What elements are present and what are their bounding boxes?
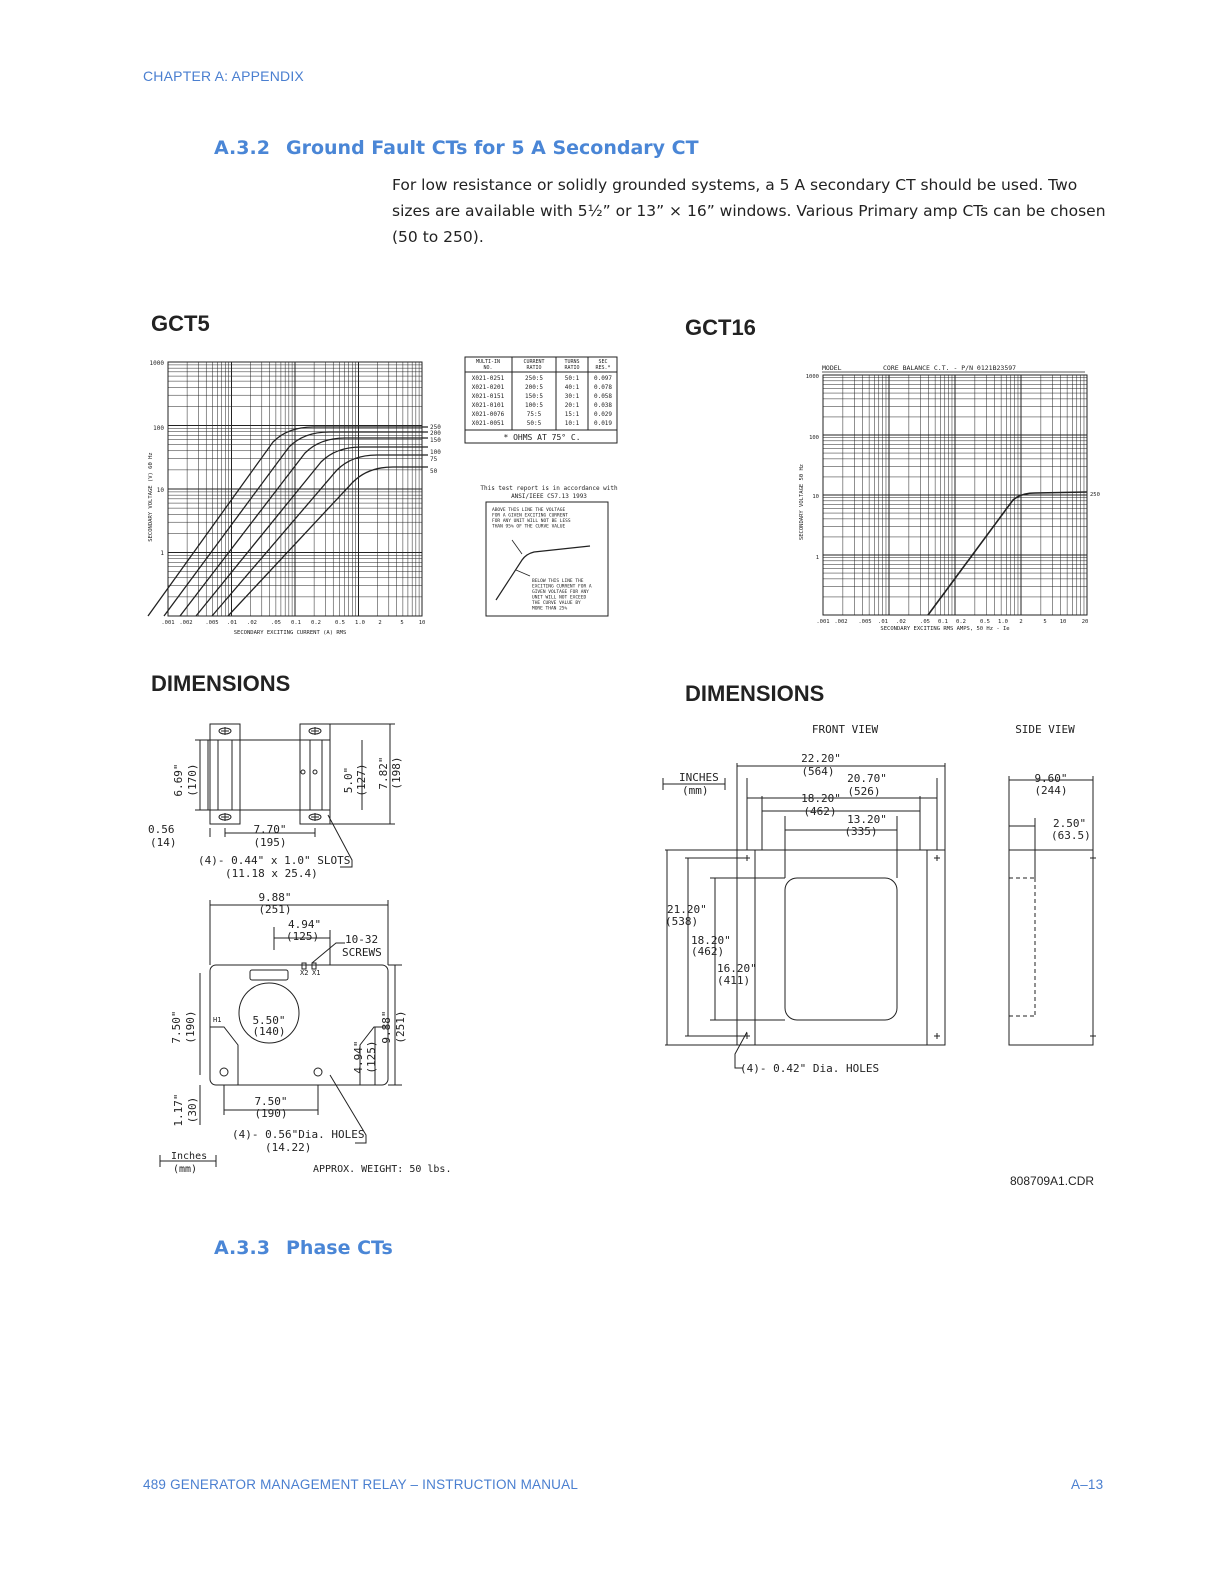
gct16-chart-model: MODEL [822, 364, 842, 372]
test-note-below-text [532, 578, 592, 612]
gct16-chart-title: CORE BALANCE C.T. - P/N 0121B23597 [883, 364, 1017, 372]
gct16-xtick: 10 [1059, 619, 1067, 625]
footer-page-number: A–13 [1071, 1477, 1104, 1492]
gct5-dim-side: 7.50" [170, 1010, 183, 1044]
gct5-dim-w2mm: (195) [253, 836, 287, 849]
test-note-below-line: UNIT WILL NOT EXCEED [532, 595, 587, 601]
gct5-xtick: .02 [247, 620, 257, 626]
gct16-dim-s1: 9.60" [1034, 772, 1068, 785]
gct5-dim-holes: (4)- 0.56"Dia. HOLES [232, 1128, 365, 1141]
gct5-chart-grid [168, 362, 422, 616]
gct16-xtick: .005 [858, 619, 872, 625]
gct5-xtick: 0.2 [311, 620, 321, 626]
gct5-table-header: MULTI-IN [475, 359, 501, 365]
gct5-table-header: TURNS [564, 359, 580, 365]
test-note-above-line: ABOVE THIS LINE THE VOLTAGE [492, 508, 566, 513]
gct16-xtick: .001 [816, 619, 830, 625]
gct16-dim-s2mm: (63.5) [1051, 829, 1091, 842]
gct5-excitation-chart [140, 352, 455, 642]
gct5-xlabel: SECONDARY EXCITING CURRENT (A) RMS [233, 630, 347, 636]
gct16-dim-h1mm: (538) [665, 915, 699, 928]
gct5-table-cell: 0.038 [593, 402, 613, 409]
gct16-dim-w3: 18.20" [801, 792, 841, 805]
section-a33-number: A.3.3 [214, 1237, 270, 1259]
gct5-ct-table [464, 356, 620, 446]
gct16-dimensions-label: DIMENSIONS [685, 681, 825, 706]
gct5-table-cell: 0.029 [593, 411, 613, 418]
gct16-xtick: 20 [1081, 619, 1089, 625]
gct5-table-cell: 50:5 [526, 420, 542, 427]
gct5-xtick: 1.0 [355, 620, 365, 626]
gct5-dim-w1mm: (14) [150, 836, 177, 849]
test-note-below-line: EXCITING CURRENT FOR A [532, 584, 592, 590]
gct5-table-cells [472, 359, 613, 427]
gct16-dim-w4: 13.20" [847, 813, 887, 826]
gct5-dim-half: 4.94" [288, 918, 322, 931]
gct5-curve-label: 150 [430, 437, 441, 444]
gct16-dim-h3mm: (411) [717, 974, 751, 987]
gct16-dim-h3: 16.20" [717, 962, 757, 975]
gct5-xtick: .005 [205, 620, 219, 626]
gct5-curve [212, 455, 428, 616]
gct5-ytick-10: 10 [156, 487, 164, 494]
gct5-table-cell: 200:5 [524, 384, 544, 391]
gct5-dim-heightmm: (251) [394, 1010, 407, 1044]
gct5-x-ticks [161, 620, 425, 626]
test-note-line1: This test report is in accordance with [480, 485, 618, 492]
figure-reference: 808709A1.CDR [1010, 1174, 1095, 1188]
gct5-table-header: SEC [598, 359, 608, 365]
section-a32-body: For low resistance or solidly grounded systems, a 5 A secondary CT should be used. Two sizes are available with 5½” or 13” × 16” windows. Various Primary amp CTs can be chosen (50 to 250). [392, 176, 1106, 246]
gct16-dim-holes: (4)- 0.42" Dia. HOLES [740, 1062, 880, 1075]
gct16-ytick-1: 1 [815, 555, 819, 561]
gct5-dim-h3: 7.82" [377, 756, 390, 790]
gct5-dim-bwmm: (251) [258, 903, 292, 916]
gct5-table-cell: 40:1 [564, 384, 580, 391]
gct16-dim-w1mm: (564) [801, 765, 835, 778]
gct5-mark-x2: X2 [300, 969, 309, 977]
gct5-table-cell: X021-0101 [471, 402, 505, 409]
gct5-curve [196, 447, 428, 616]
gct5-ytick-1: 1 [160, 550, 164, 557]
gct5-dimensions-drawing [140, 715, 460, 1185]
gct5-dim-slots: (4)- 0.44" x 1.0" SLOTS [198, 854, 351, 867]
gct5-table-header: RATIO [526, 365, 542, 371]
gct16-dim-w2: 20.70" [847, 772, 887, 785]
gct16-xtick: 0.1 [938, 619, 948, 625]
gct5-dim-vhalf: 4.94" [352, 1040, 365, 1074]
gct16-ylabel: SECONDARY VOLTAGE 50 Hz [799, 463, 805, 541]
section-a32-title: Ground Fault CTs for 5 A Secondary CT [286, 137, 699, 159]
gct16-curve-label: 250 [1090, 492, 1100, 498]
gct5-dim-bottom: 7.50" [254, 1095, 288, 1108]
gct5-dim-foot: 1.17" [172, 1093, 185, 1127]
gct5-table-cell: 75:5 [526, 411, 542, 418]
gct5-table-cell: X021-0051 [471, 420, 505, 427]
gct16-dim-w1: 22.20" [801, 752, 841, 765]
gct5-mark-h1: H1 [213, 1016, 222, 1024]
gct5-table-cell: 250:5 [524, 375, 544, 382]
gct5-test-note [478, 482, 620, 622]
gct16-xlabel: SECONDARY EXCITING RMS AMPS, 50 Hz - Ie [880, 626, 1010, 632]
section-a32-number: A.3.2 [214, 137, 270, 159]
gct5-table-footnote: * OHMS AT 75° C. [503, 433, 581, 442]
gct16-xtick: .05 [920, 619, 930, 625]
gct16-xtick: 5 [1043, 619, 1047, 625]
gct5-curve-label: 75 [430, 456, 438, 463]
gct16-dim-h1: 21.20" [667, 903, 707, 916]
gct16-x-ticks [816, 619, 1088, 625]
gct16-xtick: 1.0 [998, 619, 1008, 625]
test-note-above-text [492, 507, 571, 530]
gct5-ytick-1000: 1000 [149, 360, 164, 367]
gct5-dim-vhalfmm: (125) [365, 1040, 378, 1074]
gct5-table-cell: 15:1 [564, 411, 580, 418]
test-note-line2: ANSI/IEEE C57.13 1993 [511, 493, 587, 500]
test-note-above-line: THAN 95% OF THE CURVE VALUE [492, 524, 566, 530]
gct5-mark-x1: X1 [312, 969, 321, 977]
gct5-weight: APPROX. WEIGHT: 50 lbs. [313, 1164, 452, 1175]
gct16-units-inches: INCHES [679, 771, 719, 784]
gct5-table-cell: 0.019 [593, 420, 613, 427]
gct5-table-cell: 150:5 [524, 393, 544, 400]
gct16-dim-s2: 2.50" [1053, 817, 1087, 830]
gct5-dim-screws2: SCREWS [342, 946, 382, 959]
gct5-xtick: .01 [227, 620, 237, 626]
gct5-table-cell: 0.097 [593, 375, 613, 382]
gct5-dim-h1mm: (170) [186, 763, 199, 797]
gct5-table-header: NO. [483, 365, 493, 371]
gct5-dim-h2mm: (127) [355, 763, 368, 797]
gct16-xtick: 0.2 [956, 619, 966, 625]
gct5-xtick: .05 [271, 620, 281, 626]
gct5-curve-labels [430, 424, 441, 475]
section-a33-title: Phase CTs [286, 1237, 393, 1259]
gct5-table-cell: 10:1 [564, 420, 580, 427]
gct16-dim-h2: 18.20" [691, 934, 731, 947]
gct16-ytick-1000: 1000 [805, 374, 819, 380]
gct5-dim-height: 9.88" [380, 1010, 393, 1044]
gct5-dim-h2: 5.0" [342, 766, 355, 794]
gct5-curve [164, 432, 428, 616]
gct16-dimensions-drawing [655, 718, 1110, 1078]
gct5-ytick-100: 100 [153, 425, 164, 432]
chapter-header: CHAPTER A: APPENDIX [143, 68, 304, 84]
gct5-dim-window: 5.50" [252, 1014, 286, 1027]
gct16-xtick: 0.5 [980, 619, 990, 625]
gct16-excitation-chart [795, 362, 1100, 637]
gct5-dim-bottommm: (190) [254, 1107, 288, 1120]
gct5-dim-h3mm: (198) [390, 756, 403, 790]
gct5-xtick: 5 [400, 620, 404, 626]
gct5-table-header: CURRENT [523, 359, 545, 365]
test-note-below-line: MORE THAN 25% [532, 606, 568, 612]
section-a33-heading [214, 1237, 393, 1259]
gct5-dim-screws: 10-32 [345, 933, 379, 946]
gct5-table-cell: 50:1 [564, 375, 580, 382]
gct5-curve-label: 250 [430, 424, 441, 431]
gct16-xtick: .02 [896, 619, 906, 625]
gct5-xtick: 0.1 [291, 620, 301, 626]
gct5-dim-w1: 0.56 [148, 823, 175, 836]
gct16-dim-w2mm: (526) [847, 785, 881, 798]
gct5-table-header: RATIO [564, 365, 580, 371]
test-note-above-line: FOR A GIVEN EXCITING CURRENT [492, 513, 568, 519]
gct5-table-header: RES.* [595, 365, 611, 371]
section-a32-heading [214, 137, 699, 159]
gct5-curve-label: 50 [430, 468, 438, 475]
gct5-curve-label: 100 [430, 449, 441, 456]
test-note-below-line: THE CURVE VALUE BY [532, 601, 581, 606]
gct16-side-view: SIDE VIEW [1015, 723, 1075, 736]
gct5-xtick: .001 [161, 620, 175, 626]
gct5-units-inches: Inches [171, 1151, 208, 1162]
gct5-xtick: 2 [378, 620, 382, 626]
gct16-ytick-10: 10 [812, 494, 819, 500]
gct5-xtick: 10 [418, 620, 426, 626]
test-note-below-line: BELOW THIS LINE THE [532, 579, 584, 584]
gct5-units-mm: (mm) [173, 1164, 198, 1175]
gct5-label: GCT5 [151, 311, 210, 336]
gct5-table-cell: X021-0251 [471, 375, 505, 382]
gct5-dim-halfmm: (125) [286, 930, 320, 943]
gct5-xtick: .002 [179, 620, 193, 626]
gct5-table-cell: 20:1 [564, 402, 580, 409]
gct16-ytick-100: 100 [809, 435, 819, 441]
gct5-table-cell: 30:1 [564, 393, 580, 400]
gct5-dim-holes-mm: (14.22) [265, 1141, 312, 1154]
gct16-dim-w3mm: (462) [803, 805, 837, 818]
gct16-dim-h2mm: (462) [691, 945, 725, 958]
gct16-xtick: 2 [1019, 619, 1023, 625]
gct16-label: GCT16 [685, 315, 756, 340]
gct5-dim-bw: 9.88" [258, 891, 292, 904]
gct5-ylabel: SECONDARY VOLTAGE (V) 60 Hz [148, 452, 154, 542]
gct5-dimensions-label: DIMENSIONS [151, 671, 291, 696]
gct5-dim-windowmm: (140) [252, 1025, 286, 1038]
footer-manual-title: 489 GENERATOR MANAGEMENT RELAY – INSTRUCTION MANUAL [143, 1477, 579, 1492]
gct16-front-view: FRONT VIEW [811, 723, 879, 736]
gct5-table-cell: 0.078 [593, 384, 613, 391]
gct5-dim-footmm: (30) [186, 1096, 199, 1124]
test-note-above-line: FOR ANY UNIT WILL NOT BE LESS [492, 519, 571, 524]
gct16-xtick: .01 [878, 619, 888, 625]
gct5-curve-label: 200 [430, 430, 441, 437]
gct5-dim-h1: 6.69" [172, 763, 185, 797]
gct16-dim-s1mm: (244) [1034, 784, 1068, 797]
gct5-table-cell: X021-0151 [471, 393, 505, 400]
gct5-table-cell: 0.058 [593, 393, 613, 400]
gct5-table-cell: 100:5 [524, 402, 544, 409]
gct5-chart-curves [148, 427, 428, 616]
gct16-xtick: .002 [834, 619, 848, 625]
gct5-dim-slots-mm: (11.18 x 25.4) [225, 867, 318, 880]
gct5-dim-w2: 7.70" [253, 823, 287, 836]
test-note-below-line: GIVEN VOLTAGE FOR ANY [532, 590, 589, 595]
gct5-dim-sidemm: (190) [184, 1010, 197, 1044]
gct5-xtick: 0.5 [335, 620, 345, 626]
gct5-table-cell: X021-0201 [471, 384, 505, 391]
gct16-dim-w4mm: (335) [844, 825, 878, 838]
gct16-units-mm: (mm) [682, 784, 709, 797]
gct5-table-cell: X021-0076 [471, 411, 505, 418]
